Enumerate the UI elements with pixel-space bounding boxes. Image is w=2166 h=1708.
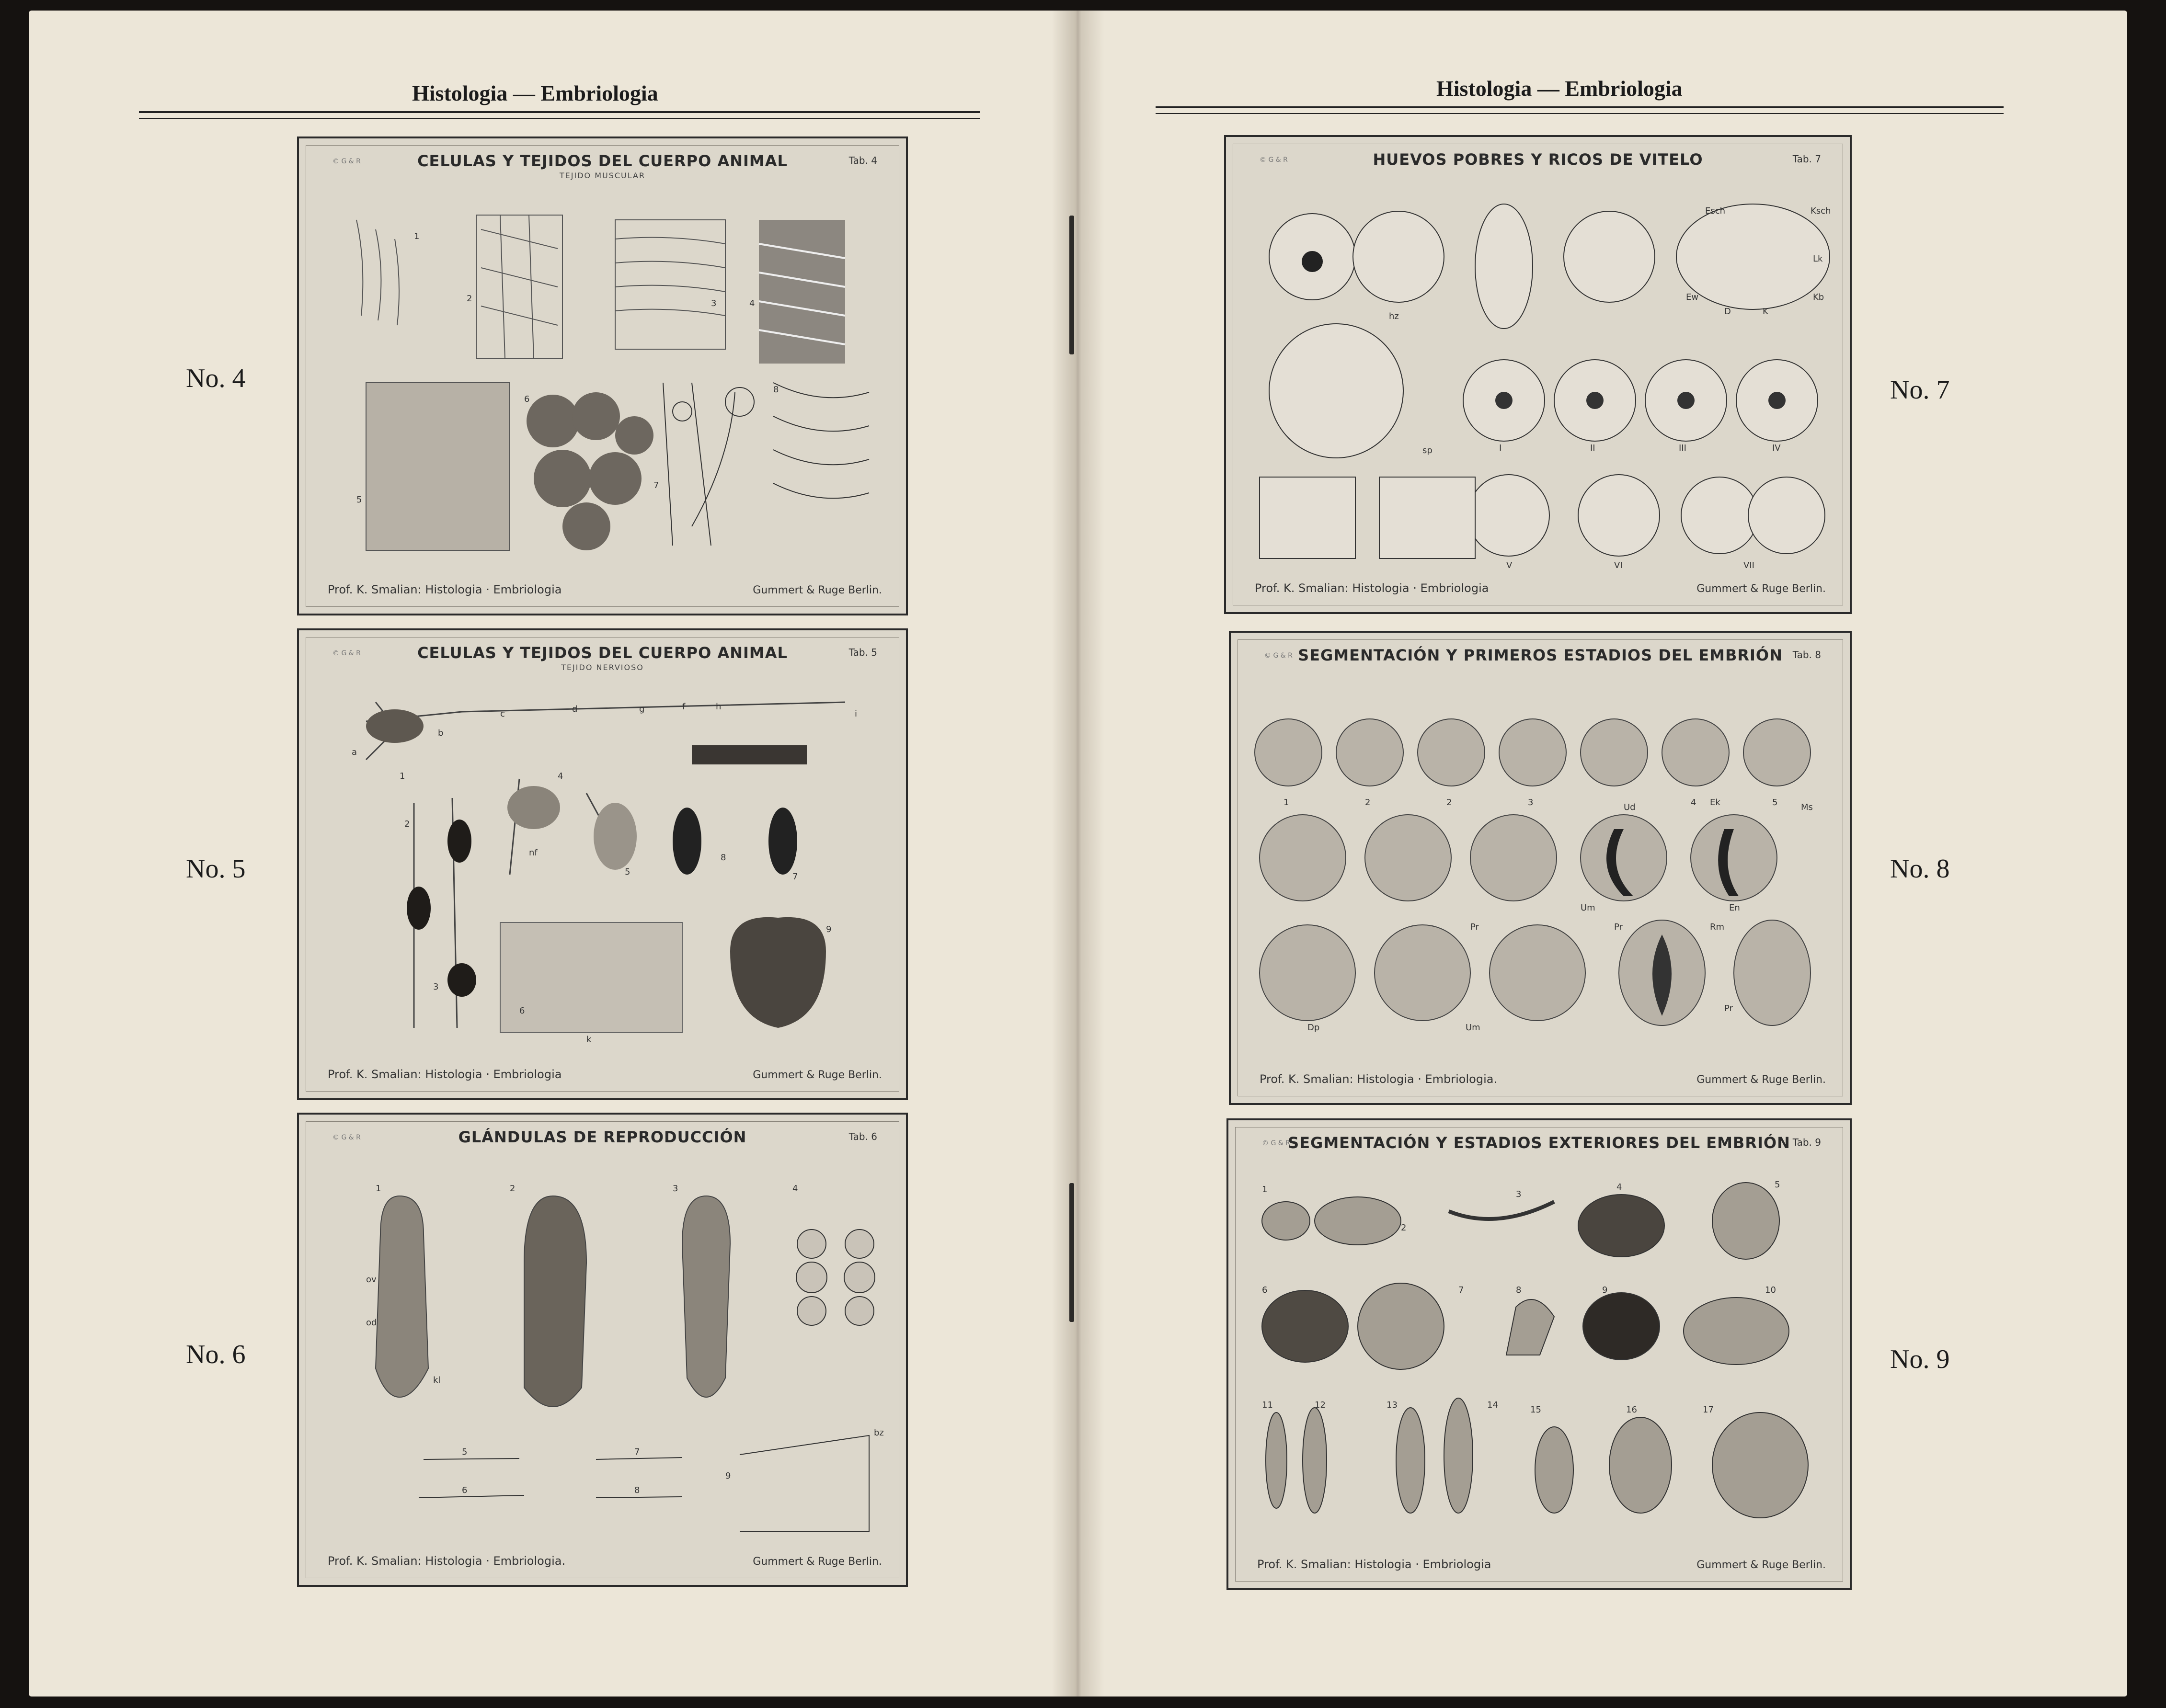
svg-text:1: 1 <box>1262 1184 1268 1195</box>
svg-text:1: 1 <box>376 1184 381 1194</box>
plate-subtitle: TEJIDO MUSCULAR <box>559 171 646 180</box>
svg-text:5: 5 <box>356 495 362 505</box>
svg-text:bz: bz <box>874 1428 884 1438</box>
svg-text:Pr: Pr <box>1470 922 1479 932</box>
svg-text:2: 2 <box>1365 797 1371 808</box>
svg-text:11: 11 <box>1262 1400 1273 1410</box>
plate-publisher: Gummert & Ruge Berlin. <box>753 1069 882 1081</box>
svg-text:f: f <box>682 702 686 712</box>
svg-text:7: 7 <box>653 480 659 490</box>
svg-text:Rm: Rm <box>1710 922 1725 932</box>
plate-tab-label: Tab. 6 <box>848 1131 877 1142</box>
plate-author: Prof. K. Smalian: Histologia · Embriologia <box>1255 581 1489 595</box>
svg-text:ov: ov <box>366 1275 377 1285</box>
embryo-stages-illustration <box>1248 1173 1832 1542</box>
svg-text:6: 6 <box>524 394 530 404</box>
svg-text:Ms: Ms <box>1801 802 1813 812</box>
svg-text:III: III <box>1679 443 1686 453</box>
svg-text:En: En <box>1729 903 1740 913</box>
plate-tab-label: Tab. 8 <box>1792 649 1821 660</box>
svg-text:9: 9 <box>826 924 832 934</box>
svg-text:3: 3 <box>673 1184 678 1194</box>
svg-text:hz: hz <box>1389 311 1399 321</box>
svg-text:8: 8 <box>634 1485 640 1495</box>
svg-text:c: c <box>500 709 505 719</box>
svg-text:2: 2 <box>1401 1223 1407 1233</box>
svg-text:Dp: Dp <box>1307 1023 1320 1033</box>
plate-title: SEGMENTACIÓN Y PRIMEROS ESTADIOS DEL EMBRIÓN <box>1298 646 1783 664</box>
plate-tab-8 <box>1229 631 1852 1105</box>
svg-text:4: 4 <box>1691 797 1696 808</box>
plate-publisher: Gummert & Ruge Berlin. <box>1696 583 1826 595</box>
svg-text:kl: kl <box>433 1375 441 1385</box>
svg-text:4: 4 <box>749 298 755 308</box>
svg-text:K: K <box>1763 307 1768 317</box>
svg-text:6: 6 <box>1262 1285 1268 1295</box>
svg-text:3: 3 <box>1516 1189 1522 1199</box>
svg-text:5: 5 <box>462 1447 468 1457</box>
svg-text:IV: IV <box>1772 443 1781 453</box>
plate-mark: © G & R <box>1260 156 1288 164</box>
svg-text:6: 6 <box>462 1485 468 1495</box>
plate-number: No. 8 <box>1890 854 1950 884</box>
plate-publisher: Gummert & Ruge Berlin. <box>753 584 882 596</box>
svg-text:b: b <box>438 728 444 738</box>
plate-mark: © G & R <box>332 649 361 657</box>
svg-text:14: 14 <box>1487 1400 1498 1410</box>
svg-text:Lk: Lk <box>1813 254 1823 264</box>
plate-mark: © G & R <box>332 158 361 165</box>
svg-text:1: 1 <box>400 771 405 781</box>
plate-title: SEGMENTACIÓN Y ESTADIOS EXTERIORES DEL EMBRIÓN <box>1288 1134 1790 1152</box>
svg-text:4: 4 <box>792 1184 798 1194</box>
svg-text:9: 9 <box>1602 1285 1608 1295</box>
nerve-tissue-illustration <box>318 683 888 1047</box>
svg-text:5: 5 <box>625 867 630 877</box>
svg-text:5: 5 <box>1775 1180 1780 1190</box>
plate-subtitle: TEJIDO NERVIOSO <box>561 663 644 672</box>
svg-text:od: od <box>366 1318 377 1328</box>
svg-text:3: 3 <box>433 982 439 992</box>
plate-publisher: Gummert & Ruge Berlin. <box>753 1556 882 1568</box>
plate-number: No. 4 <box>186 364 246 393</box>
svg-text:sp: sp <box>1422 445 1433 455</box>
segmentation-illustration <box>1250 685 1834 1059</box>
plate-publisher: Gummert & Ruge Berlin. <box>1696 1074 1826 1086</box>
svg-text:3: 3 <box>711 298 717 308</box>
plate-tab-4 <box>297 137 908 615</box>
plate-tab-label: Tab. 5 <box>848 647 877 658</box>
svg-text:7: 7 <box>1458 1285 1464 1295</box>
svg-text:h: h <box>716 702 722 712</box>
plate-number: No. 9 <box>1890 1344 1950 1374</box>
svg-text:9: 9 <box>725 1471 731 1481</box>
svg-text:5: 5 <box>1772 797 1778 808</box>
page-gutter <box>1052 11 1104 1697</box>
svg-text:a: a <box>352 747 357 757</box>
svg-text:i: i <box>855 709 858 719</box>
svg-text:10: 10 <box>1765 1285 1776 1295</box>
svg-text:1: 1 <box>414 231 420 241</box>
svg-text:4: 4 <box>558 771 563 781</box>
svg-text:8: 8 <box>773 385 779 395</box>
svg-text:II: II <box>1590 443 1595 453</box>
svg-text:2: 2 <box>404 819 410 829</box>
svg-text:Ksch: Ksch <box>1811 206 1831 216</box>
plate-mark: © G & R <box>1262 1139 1290 1147</box>
svg-text:D: D <box>1724 307 1731 317</box>
plate-title: GLÁNDULAS DE REPRODUCCIÓN <box>458 1128 747 1146</box>
svg-text:3: 3 <box>1528 797 1534 808</box>
plate-author: Prof. K. Smalian: Histologia · Embriologia <box>1257 1558 1491 1571</box>
plate-author: Prof. K. Smalian: Histologia · Embriologia. <box>328 1554 566 1568</box>
plate-number: No. 5 <box>186 854 246 884</box>
left-header-rule-thin <box>139 118 980 119</box>
svg-text:8: 8 <box>721 853 726 863</box>
svg-text:VI: VI <box>1614 560 1623 570</box>
binding-staple-bottom <box>1069 1183 1074 1322</box>
plate-author: Prof. K. Smalian: Histologia · Embriologia. <box>1260 1072 1498 1086</box>
svg-text:15: 15 <box>1530 1405 1541 1415</box>
plate-tab-5 <box>297 628 908 1100</box>
plate-number: No. 7 <box>1890 375 1950 405</box>
binding-staple-top <box>1069 216 1074 354</box>
plate-number: No. 6 <box>186 1340 246 1369</box>
svg-text:nf: nf <box>529 848 538 858</box>
svg-text:Ud: Ud <box>1624 802 1636 812</box>
svg-text:Pr: Pr <box>1724 1003 1733 1013</box>
plate-mark: © G & R <box>1264 652 1293 660</box>
plate-tab-label: Tab. 9 <box>1792 1137 1821 1148</box>
plate-mark: © G & R <box>332 1134 361 1141</box>
svg-text:V: V <box>1506 560 1513 570</box>
svg-text:7: 7 <box>792 872 798 882</box>
svg-text:k: k <box>586 1035 592 1045</box>
plate-tab-9 <box>1226 1118 1852 1590</box>
svg-text:Um: Um <box>1581 903 1595 913</box>
svg-text:2: 2 <box>510 1184 516 1194</box>
eggs-illustration <box>1245 190 1831 570</box>
muscle-tissue-illustration <box>318 191 888 565</box>
right-header-rule-thin <box>1156 113 2004 114</box>
svg-text:2: 2 <box>1446 797 1452 808</box>
svg-text:Esch: Esch <box>1705 206 1726 216</box>
plate-title: CELULAS Y TEJIDOS DEL CUERPO ANIMAL <box>417 152 788 170</box>
plate-tab-label: Tab. 4 <box>848 155 877 166</box>
svg-text:16: 16 <box>1626 1405 1637 1415</box>
svg-text:Kb: Kb <box>1813 292 1824 302</box>
plate-tab-6 <box>297 1113 908 1587</box>
svg-text:4: 4 <box>1616 1182 1622 1192</box>
plate-title: CELULAS Y TEJIDOS DEL CUERPO ANIMAL <box>417 644 788 662</box>
svg-text:1: 1 <box>1284 797 1289 808</box>
reproductive-glands-illustration <box>318 1167 888 1541</box>
svg-text:d: d <box>572 704 578 714</box>
svg-text:6: 6 <box>519 1006 525 1016</box>
plate-tab-7 <box>1224 135 1852 614</box>
svg-text:13: 13 <box>1387 1400 1398 1410</box>
svg-text:2: 2 <box>467 294 472 304</box>
plate-tab-label: Tab. 7 <box>1792 153 1821 165</box>
svg-text:Ew: Ew <box>1686 292 1699 302</box>
left-page-header: Histologia — Embriologia <box>412 81 658 105</box>
left-header-rule <box>139 111 980 113</box>
svg-text:17: 17 <box>1703 1405 1714 1415</box>
svg-text:g: g <box>639 704 645 714</box>
plate-author: Prof. K. Smalian: Histologia · Embriologia <box>328 583 562 596</box>
svg-text:8: 8 <box>1516 1285 1522 1295</box>
plate-publisher: Gummert & Ruge Berlin. <box>1696 1559 1826 1571</box>
plate-author: Prof. K. Smalian: Histologia · Embriologia <box>328 1068 562 1081</box>
plate-title: HUEVOS POBRES Y RICOS DE VITELO <box>1373 150 1703 169</box>
svg-text:VII: VII <box>1743 560 1754 570</box>
svg-text:Um: Um <box>1466 1023 1480 1033</box>
svg-text:Ek: Ek <box>1710 797 1720 808</box>
svg-text:I: I <box>1499 443 1502 453</box>
svg-text:12: 12 <box>1315 1400 1326 1410</box>
right-page-header: Histologia — Embriologia <box>1436 76 1683 101</box>
right-header-rule <box>1156 106 2004 108</box>
svg-text:Pr: Pr <box>1614 922 1623 932</box>
svg-text:7: 7 <box>634 1447 640 1457</box>
